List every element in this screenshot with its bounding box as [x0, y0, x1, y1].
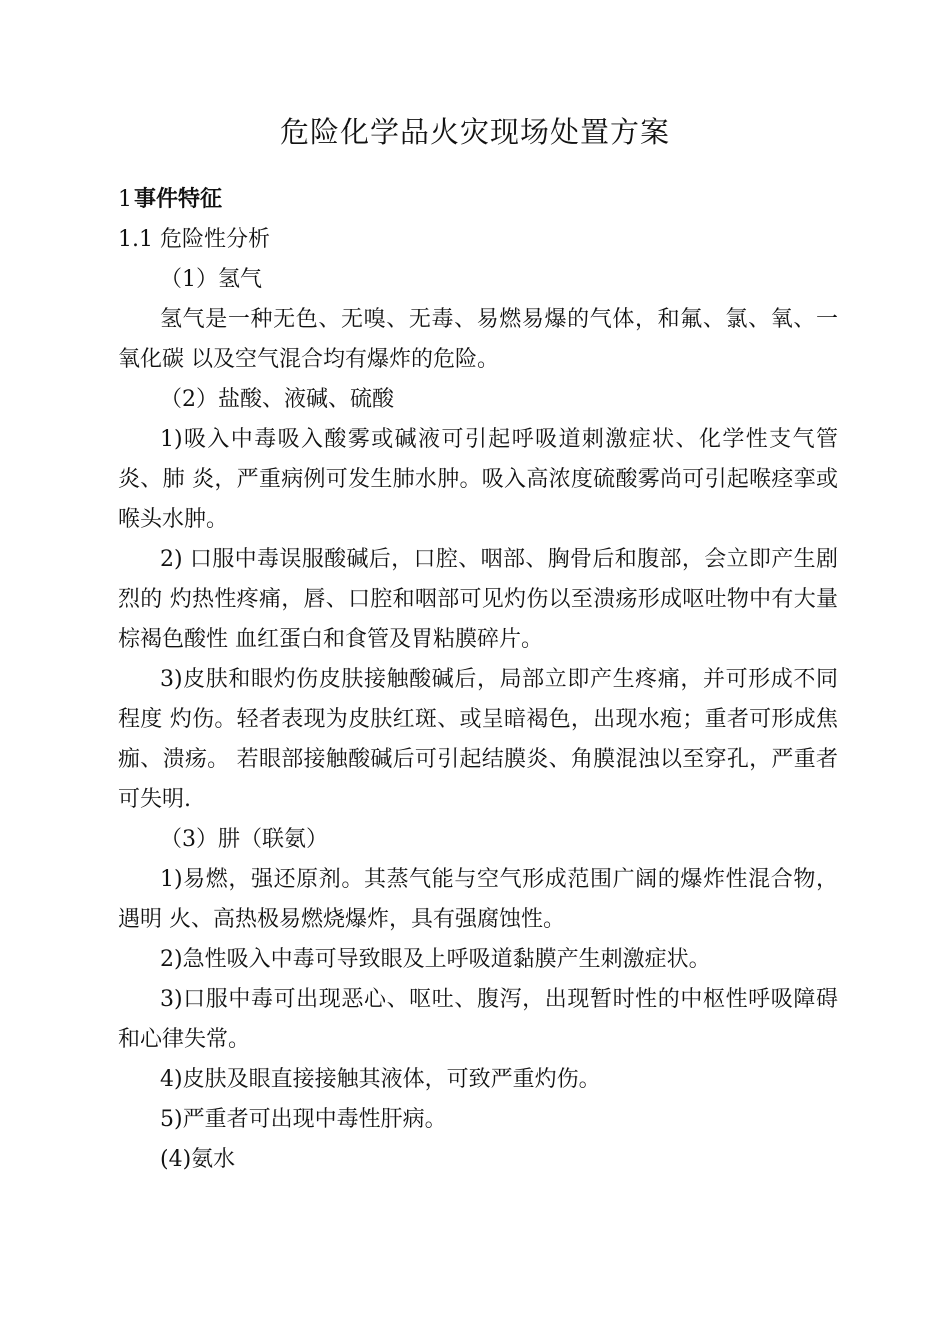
document-title: 危险化学品火灾现场处置方案 — [279, 115, 670, 149]
section-number: 1 — [118, 187, 132, 212]
section-heading-1 — [118, 180, 838, 220]
paragraph-hydrazine-2: 2)急性吸入中毒可导致眼及上呼吸道黏膜产生刺激症状。 — [160, 947, 711, 972]
paragraph-hydrazine-5: 5)严重者可出现中毒性肝病。 — [160, 1107, 447, 1132]
section-title: 事件特征 — [134, 187, 223, 212]
paragraph-acids-skin-eye: 3)皮肤和眼灼伤皮肤接触酸碱后，局部立即产生疼痛，并可形成不同程度 灼伤。轻者表现为皮肤红斑、或呈暗褐色，出现水疱；重者可形成焦痂、溃疡。 若眼部接触酸碱后可引起结膜炎、角膜混浊以至穿孔，严重者可失明. — [118, 667, 838, 812]
paragraph-hydrazine-3: 3)口服中毒可出现恶心、呕吐、腹泻，出现暂时性的中枢性呼吸障碍和心律失常。 — [118, 987, 838, 1052]
document-body — [118, 180, 838, 1180]
item-heading-acids: （2）盐酸、液碱、硫酸 — [160, 387, 394, 412]
subsection-heading-1-1: 1.1 危险性分析 — [118, 227, 270, 252]
item-heading-hydrazine: （3）肼（联氨） — [160, 827, 328, 852]
paragraph-hydrogen: 氢气是一种无色、无嗅、无毒、易燃易爆的气体，和氟、氯、氧、一氧化碳 以及空气混合均有爆炸的危险。 — [118, 307, 838, 372]
item-heading-ammonia: (4)氨水 — [160, 1147, 236, 1172]
item-heading-hydrogen: （1）氢气 — [160, 267, 262, 292]
paragraph-hydrazine-1: 1)易燃，强还原剂。其蒸气能与空气形成范围广阔的爆炸性混合物，遇明 火、高热极易燃烧爆炸，具有强腐蚀性。 — [118, 867, 838, 932]
paragraph-hydrazine-4: 4)皮肤及眼直接接触其液体，可致严重灼伤。 — [160, 1067, 601, 1092]
paragraph-acids-oral: 2) 口服中毒误服酸碱后，口腔、咽部、胸骨后和腹部，会立即产生剧烈的 灼热性疼痛，唇、口腔和咽部可见灼伤以至溃疡形成呕吐物中有大量棕褐色酸性 血红蛋白和食管及胃粘膜碎片。 — [118, 547, 838, 652]
paragraph-acids-inhalation: 1)吸入中毒吸入酸雾或碱液可引起呼吸道刺激症状、化学性支气管炎、肺 炎，严重病例可发生肺水肿。吸入高浓度硫酸雾尚可引起喉痉挛或喉头水肿。 — [118, 427, 838, 532]
